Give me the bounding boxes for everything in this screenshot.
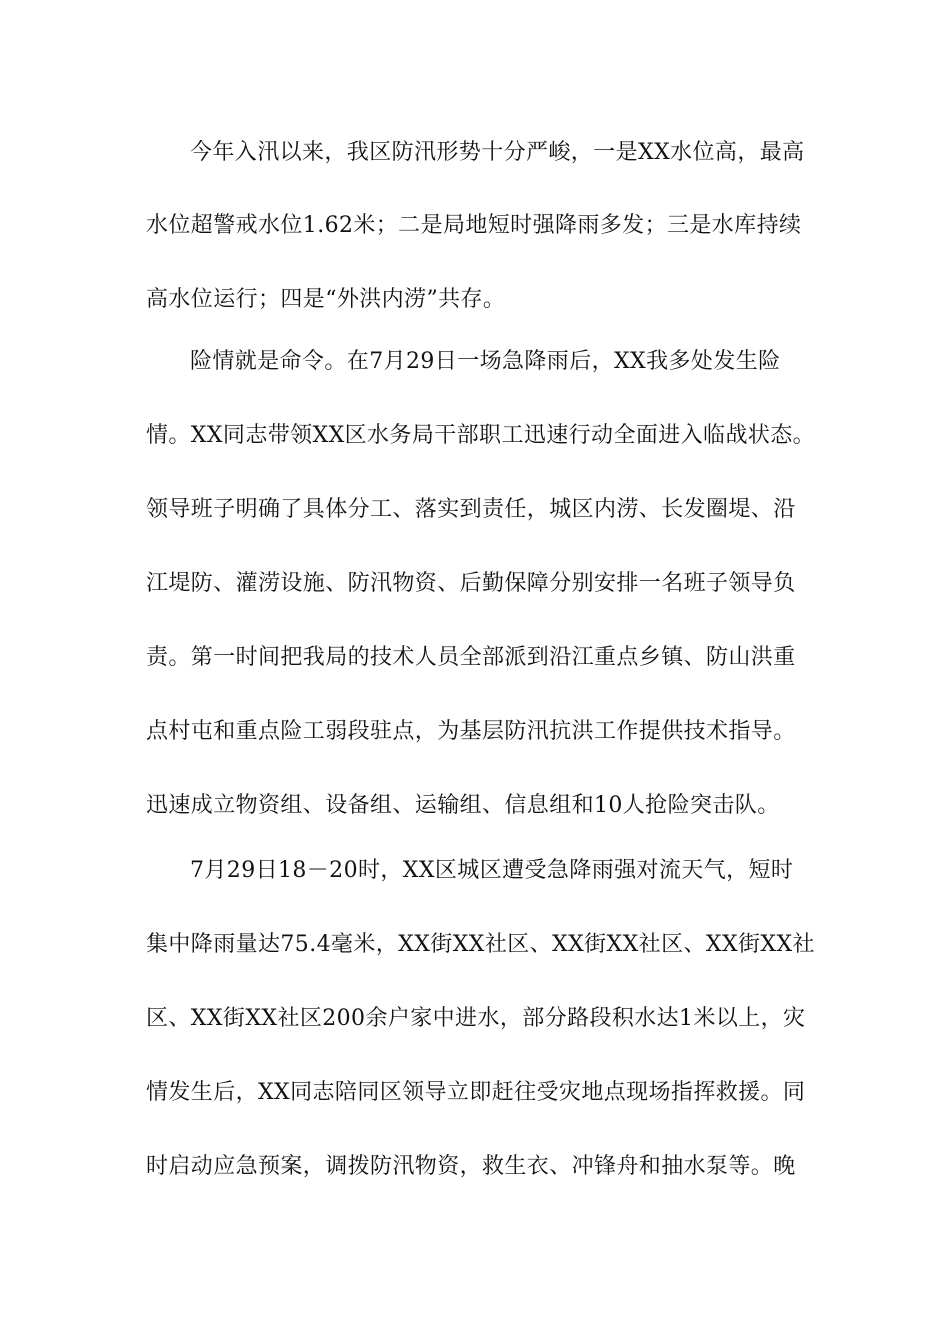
paragraph-2-line-1: 险情就是命令。在7月29日一场急降雨后，XX我多处发生险 (190, 349, 781, 374)
paragraph-3-line-4: 情发生后，XX同志陪同区领导立即赶往受灾地点现场指挥救援。同 (146, 1080, 806, 1105)
paragraph-2-line-7: 迅速成立物资组、设备组、运输组、信息组和10人抢险突击队。 (146, 793, 780, 818)
paragraph-2-line-5: 责。第一时间把我局的技术人员全部派到沿江重点乡镇、防山洪重 (146, 645, 796, 670)
paragraph-2-line-4: 江堤防、灌涝设施、防汛物资、后勤保障分别安排一名班子领导负 (146, 571, 796, 596)
paragraph-3-line-1: 7月29日18－20时，XX区城区遭受急降雨强对流天气，短时 (190, 858, 794, 883)
paragraph-2-line-2: 情。XX同志带领XX区水务局干部职工迅速行动全面进入临战状态。 (146, 423, 816, 448)
paragraph-3-line-5: 时启动应急预案，调拨防汛物资，救生衣、冲锋舟和抽水泵等。晚 (146, 1154, 796, 1179)
paragraph-2-line-6: 点村屯和重点险工弱段驻点，为基层防汛抗洪工作提供技术指导。 (146, 719, 796, 744)
paragraph-3-line-2: 集中降雨量达75.4毫米，XX街XX社区、XX街XX社区、XX街XX社 (146, 932, 815, 957)
paragraph-1-line-1: 今年入汛以来，我区防汛形势十分严峻，一是XX水位高，最高 (190, 140, 805, 165)
paragraph-2-line-3: 领导班子明确了具体分工、落实到责任，城区内涝、长发圈堤、沿 (146, 497, 796, 522)
paragraph-1-line-2: 水位超警戒水位1.62米；二是局地短时强降雨多发；三是水库持续 (146, 213, 802, 238)
paragraph-1-line-3: 高水位运行；四是“外洪内涝”共存。 (146, 287, 506, 312)
paragraph-3-line-3: 区、XX街XX社区200余户家中进水，部分路段积水达1米以上，灾 (146, 1006, 806, 1031)
